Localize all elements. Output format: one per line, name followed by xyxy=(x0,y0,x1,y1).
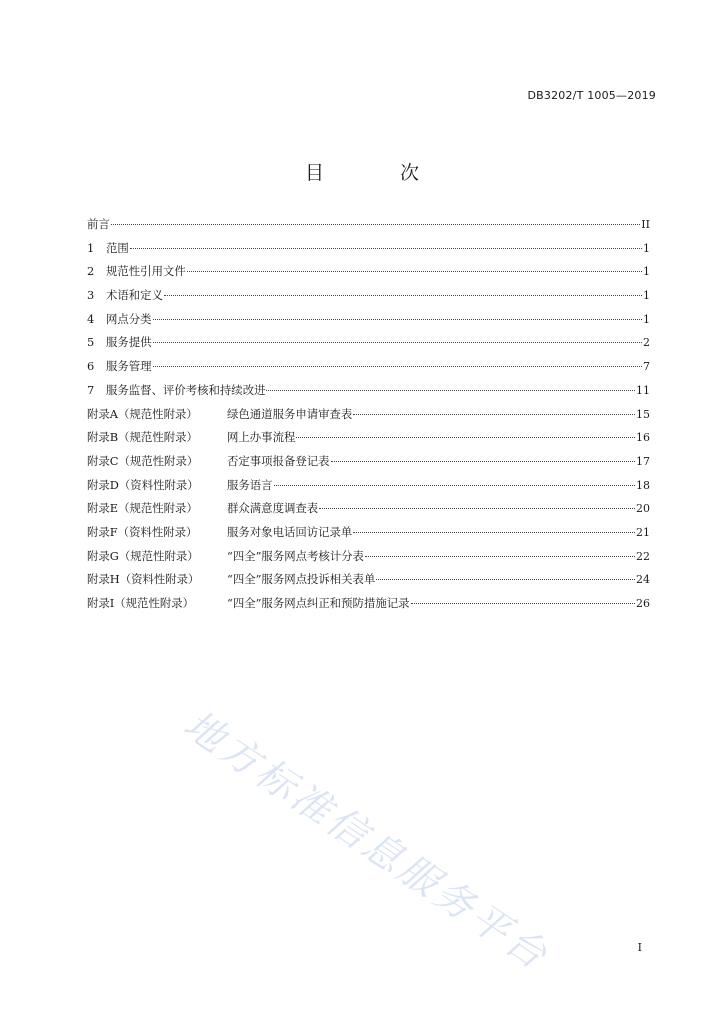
toc-entry-appendix-label: 附录G（规范性附录） xyxy=(87,548,199,563)
toc-dot-leader xyxy=(353,414,635,415)
toc-entry-title: “四全”服务网点投诉相关表单 xyxy=(227,572,376,587)
toc-entry-appendix-label: 附录C（规范性附录） xyxy=(87,453,199,468)
page-number: I xyxy=(637,941,642,954)
watermark: 地方标准信息服务平台 xyxy=(175,702,558,981)
toc-entry-title: 网点分类 xyxy=(106,311,152,326)
toc-entry-title: 范围 xyxy=(106,240,129,255)
toc-entry-page: 2 xyxy=(643,336,650,350)
toc-entry[interactable] xyxy=(87,263,650,287)
toc-entry-page: 26 xyxy=(636,597,650,610)
toc-entry-page: 1 xyxy=(643,312,650,326)
toc-entry-title: “四全”服务网点纠正和预防措施记录 xyxy=(227,596,410,610)
toc-entry-page: 7 xyxy=(643,360,650,374)
toc-dot-leader xyxy=(411,603,635,604)
toc-dot-leader xyxy=(376,579,635,580)
toc-entry-title: 服务管理 xyxy=(106,359,152,374)
toc-entry-title: 网上办事流程 xyxy=(227,430,296,445)
toc-entry-page: 16 xyxy=(636,431,650,445)
toc-entry-page: 1 xyxy=(643,265,650,279)
toc-entry[interactable] xyxy=(87,571,650,595)
toc-entry-title: “四全”服务网点考核计分表 xyxy=(227,548,364,563)
toc-entry[interactable] xyxy=(87,358,650,382)
toc-entry-number: 3 xyxy=(87,288,95,303)
toc-entry[interactable] xyxy=(87,334,650,358)
toc-entry-page: 17 xyxy=(636,454,650,468)
toc-entry[interactable] xyxy=(87,548,650,572)
toc-entry-number: 7 xyxy=(87,382,95,397)
toc-entry-title: 绿色通道服务申请审查表 xyxy=(227,406,353,421)
toc-entry-title: 前言 xyxy=(87,217,110,231)
toc-entry[interactable] xyxy=(87,500,650,524)
toc-entry[interactable] xyxy=(87,287,650,311)
toc-entry-number: 2 xyxy=(87,264,95,279)
toc-entry-page: 22 xyxy=(636,549,650,563)
toc-entry-appendix-label: 附录B（规范性附录） xyxy=(87,430,198,445)
toc-dot-leader xyxy=(153,342,642,343)
toc-dot-leader xyxy=(130,248,642,249)
toc-entry-appendix-label: 附录H（资料性附录） xyxy=(87,572,200,587)
toc-entry-title: 否定事项报备登记表 xyxy=(227,453,330,468)
toc-entry-title: 服务提供 xyxy=(106,335,152,350)
toc-entry-number: 4 xyxy=(87,311,95,326)
standard-code: DB3202/T 1005—2019 xyxy=(527,89,656,102)
toc-entry-page: 24 xyxy=(636,573,650,587)
toc-dot-leader xyxy=(319,508,635,509)
toc-entry-title: 群众满意度调查表 xyxy=(227,501,319,516)
toc-entry-title: 术语和定义 xyxy=(106,288,163,303)
toc-entry-page: 15 xyxy=(636,407,650,421)
toc-entry-number: 5 xyxy=(87,335,95,350)
toc-entry[interactable] xyxy=(87,382,650,406)
toc-dot-leader xyxy=(331,461,635,462)
toc-entry-title: 规范性引用文件 xyxy=(106,264,186,279)
toc-entry-page: 11 xyxy=(636,383,650,397)
toc-entry-number: 1 xyxy=(87,240,95,255)
toc-entry-title: 服务监督、评价考核和持续改进 xyxy=(106,382,266,397)
toc-dot-leader xyxy=(274,485,635,486)
toc-entry[interactable] xyxy=(87,477,650,501)
toc-dot-leader xyxy=(187,271,642,272)
toc-dot-leader xyxy=(365,556,635,557)
toc-entry[interactable] xyxy=(87,595,650,619)
toc-entry-page: 18 xyxy=(636,478,650,492)
toc-entry[interactable] xyxy=(87,240,650,264)
toc-dot-leader xyxy=(296,437,635,438)
toc-dot-leader xyxy=(153,366,642,367)
toc-entry[interactable] xyxy=(87,429,650,453)
toc-entry-number: 6 xyxy=(87,359,95,374)
toc-entry-title: 服务语言 xyxy=(227,477,273,492)
toc-entry-appendix-label: 附录I（规范性附录） xyxy=(87,596,195,610)
toc-entry-appendix-label: 附录D（资料性附录） xyxy=(87,477,199,492)
toc-entry[interactable] xyxy=(87,216,650,240)
toc-entry[interactable] xyxy=(87,311,650,335)
page-title: 目 次 xyxy=(304,162,455,184)
toc-dot-leader xyxy=(111,224,641,225)
toc-entry-page: II xyxy=(641,218,650,231)
toc-dot-leader xyxy=(266,390,635,391)
toc-entry-page: 21 xyxy=(636,525,650,539)
toc-entry-page: 20 xyxy=(636,502,650,516)
toc-entry-page: 1 xyxy=(643,241,650,255)
toc-entry-page: 1 xyxy=(643,289,650,303)
toc-entry[interactable] xyxy=(87,524,650,548)
toc-entry-title: 服务对象电话回访记录单 xyxy=(227,524,353,539)
toc-entry[interactable] xyxy=(87,453,650,477)
toc-entry-appendix-label: 附录A（规范性附录） xyxy=(87,406,198,421)
toc-entry-appendix-label: 附录F（资料性附录） xyxy=(87,524,198,539)
toc-dot-leader xyxy=(353,532,635,533)
toc-entry-appendix-label: 附录E（规范性附录） xyxy=(87,501,198,516)
table-of-contents xyxy=(87,216,650,619)
toc-dot-leader xyxy=(164,295,642,296)
toc-entry[interactable] xyxy=(87,406,650,430)
toc-dot-leader xyxy=(153,319,642,320)
